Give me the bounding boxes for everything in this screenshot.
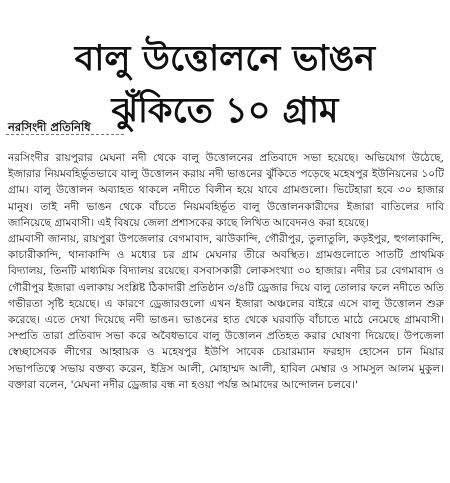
article-body bbox=[8, 150, 444, 393]
article-paragraph-2: গ্রামবাসী জানায়, রায়পুরা উপজেলার বেগমাবাদ, ঝাউকান্দি, গৌরীপুর, তুলাতুলি, কড়ইপুর, হুগলাকান্দি, কাচারীকান্দি, থানাকান্দি ও মধ্যের চর গ্রাম মেঘনার তীরে অবস্থিত। গ্রামগুলোতে সাতটি প্রাথমিক বিদ্যালয়, তিনটি মাধ্যমিক বিদ্যালয় রয়েছে। বসবাসকারী লোকসংখ্যা ৩০ হাজার। নদীর চর বেগমাবাদ ও গৌরীপুর ইজারা এলাকায় সংশ্লিষ্ট ঠিকাদারী প্রতিষ্ঠান ৩/৪টি ড্রেজার দিয়ে বালু তোলার ফলে নদীতে অতি গভীরতা সৃষ্টি হয়েছে। এ কারণে ড্রেজারগুলো এখন ইজারা অঞ্চলের বাইরে এসে বালু উত্তোলন শুরু করেছে। এতে দেখা দিয়েছে নদী ভাঙন। ভাঙনের হাত থেকে ঘরবাড়ি বাঁচাতে মাঠে নেমেছে গ্রামবাসী। সম্প্রতি তারা প্রতিবাদ সভা করে অবৈধভাবে বালু উত্তোলন প্রতিহত করার ঘোষণা দিয়েছে। উপজেলা স্বেচ্ছাসেবক লীগের আহ্বায়ক ও মহেষপুর ইউপি সাবেক চেয়ারম্যান ফরহাদ হোসেন চান মিয়ার সভাপতিত্বে সভায় বক্তব্য করেন, ইদ্রিস আলী, মোহাম্মদ আলী, হাবিল মেম্বার ও সামসুল আলম মুকুল। বক্তারা বলেন, 'মেঘনা নদীর ড্রেজার বন্ধ না হওয়া পর্যন্ত আমাদের আন্দোলন চলবে।' bbox=[8, 233, 444, 391]
byline-divider bbox=[6, 134, 124, 135]
article-paragraph-1: নরসিংদীর রায়পুরার মেঘনা নদী থেকে বালু উত্তোলনের প্রতিবাদে সভা হয়েছে। অভিযোগ উঠেছে, ইজারার নিয়মবহির্ভূতভাবে বালু উত্তোলন করায় নদী ভাঙনের ঝুঁকিতে পড়েছে মহেষপুর ইউনিয়নের ১০টি গ্রাম। বালু উত্তোলন অব্যাহত থাকলে নদীতে বিলীন হয়ে যাবে গ্রামগুলো। ভিটেহারা হবে ৩০ হাজার মানুষ। তাই নদী ভাঙন থেকে বাঁচতে নিয়মবহির্ভূত বালু উত্তোলনকারীদের ইজারা বাতিলের দাবি জানিয়েছে গ্রামবাসী। এই বিষয়ে জেলা প্রশাসকের কাছে লিখিত আবেদনও করা হয়েছে। bbox=[8, 152, 444, 229]
previous-article-clipped-text bbox=[0, 0, 450, 6]
headline-line-1: বালু উত্তোলনে ভাঙন bbox=[74, 39, 376, 80]
byline: নরসিংদী প্রতিনিধি bbox=[8, 120, 91, 134]
headline-line-2: ঝুঁকিতে ১০ গ্রাম bbox=[111, 91, 339, 132]
